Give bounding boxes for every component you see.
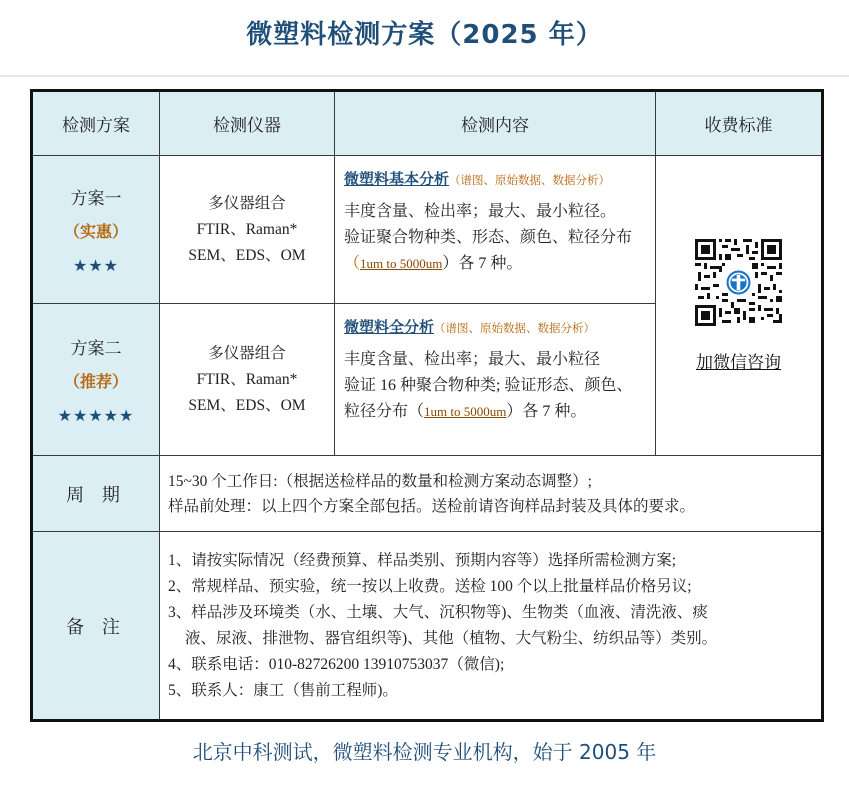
size-close: ）各 7 种。 (506, 403, 587, 420)
page-title: 微塑料检测方案（2025 年） (246, 20, 603, 50)
plan-rating-stars: ★★★★★ (57, 406, 135, 425)
content-line (344, 251, 649, 277)
note-item: 液、尿液、排泄物、器官组织等)、其他（植物、大气粉尘、纺织品等）类别。 (185, 629, 718, 647)
plan-name: 方案一 (70, 189, 122, 209)
note-item: 2、常规样品、预实验，统一按以上收费。送检 100 个以上批量样品价格另议; (168, 577, 692, 595)
period-label: 周 期 (32, 456, 160, 532)
fee-cell (656, 156, 823, 456)
wechat-consult-link[interactable]: 加微信咨询 (696, 352, 781, 373)
content-line: 丰度含量、检出率；最大、最小粒径 (344, 351, 601, 368)
header-content: 检测内容 (335, 91, 656, 156)
content-line: 验证聚合物种类、形态、颜色、粒径分布 (344, 229, 633, 246)
note-item: 1、请按实际情况（经费预算、样品类别、预期内容等）选择所需检测方案; (168, 551, 677, 569)
note-item: 5、联系人：康工（售前工程师)。 (168, 681, 398, 699)
period-line: 样品前处理：以上四个方案全部包括。送检前请咨询样品封装及具体的要求。 (168, 497, 696, 515)
plan-tag: （实惠） (63, 222, 128, 241)
content-note: （谱图、原始数据、数据分析） (449, 173, 611, 187)
content-line: 丰度含量、检出率；最大、最小粒径。 (344, 203, 617, 220)
note-item: 3、样品涉及环境类（水、土壤、大气、沉积物等)、生物类（血液、清洗液、痰 (168, 603, 708, 621)
size-range-link[interactable]: 1um to 5000um (360, 256, 443, 271)
instrument-cell (160, 156, 335, 304)
note-item: 4、联系电话：010-82726200 13910753037（微信); (168, 655, 505, 673)
table-header-row (32, 91, 823, 156)
instrument-line: FTIR、Raman* (196, 370, 298, 388)
header-fee: 收费标准 (656, 91, 823, 156)
plan-one-cell (32, 156, 160, 304)
content-note: （谱图、原始数据、数据分析） (434, 321, 596, 335)
content-title-link[interactable]: 微塑料全分析 (344, 318, 435, 336)
size-close: ）各 7 种。 (442, 255, 523, 272)
table-row (32, 456, 823, 532)
plan-rating-stars: ★★★ (72, 256, 120, 275)
size-open: （ (344, 255, 361, 272)
size-open: 粒径分布（ (344, 403, 425, 420)
notes-cell (160, 532, 823, 721)
header-instrument: 检测仪器 (160, 91, 335, 156)
instrument-line: 多仪器组合 (208, 194, 286, 212)
content-cell (335, 304, 656, 456)
plan-tag: （推荐） (63, 372, 128, 391)
plan-table (30, 89, 824, 722)
size-range-link[interactable]: 1um to 5000um (424, 404, 507, 419)
footer-tagline: 北京中科测试，微塑料检测专业机构，始于 2005 年 (192, 740, 657, 764)
period-line: 15~30 个工作日:（根据送检样品的数量和检测方案动态调整）; (168, 472, 592, 490)
header-plan: 检测方案 (32, 91, 160, 156)
content-cell (335, 156, 656, 304)
instrument-cell (160, 304, 335, 456)
content-line (344, 399, 649, 425)
period-cell (160, 456, 823, 532)
content-title-link[interactable]: 微塑料基本分析 (344, 170, 450, 188)
plan-name: 方案二 (70, 339, 122, 359)
plan-two-cell (32, 304, 160, 456)
title-divider (0, 75, 849, 77)
instrument-line: SEM、EDS、OM (188, 396, 306, 414)
instrument-line: 多仪器组合 (208, 344, 286, 362)
notes-label: 备 注 (32, 532, 160, 721)
wechat-qr-code[interactable] (695, 239, 782, 326)
table-row (32, 532, 823, 721)
content-line: 验证 16 种聚合物种类; 验证形态、颜色、 (344, 377, 633, 394)
table-row (32, 156, 823, 304)
instrument-line: SEM、EDS、OM (188, 246, 306, 264)
instrument-line: FTIR、Raman* (196, 220, 298, 238)
